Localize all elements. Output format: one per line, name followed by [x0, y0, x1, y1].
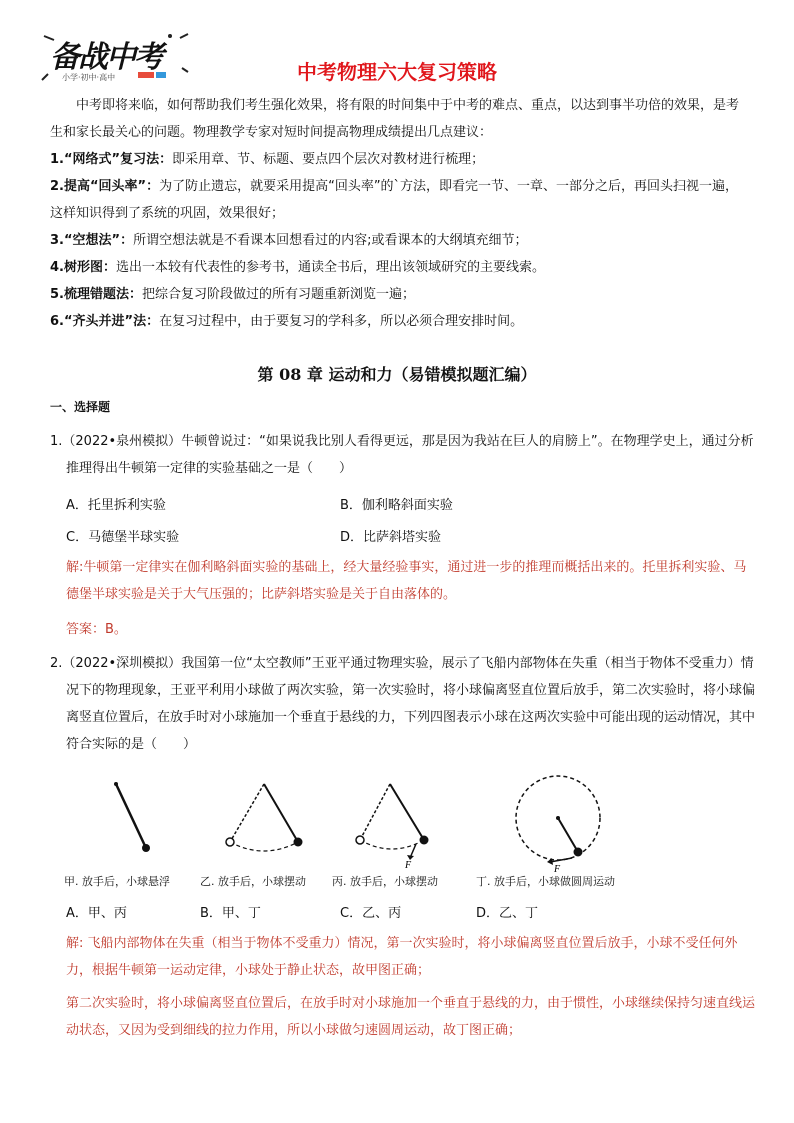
figure-yi — [226, 784, 303, 851]
section-title: 一、选择题 — [50, 400, 111, 414]
force-label: F — [554, 864, 561, 872]
strategy-item — [50, 281, 750, 308]
solution-1: 解:牛顿第一定律实在伽利略斜面实验的基础上，经大量经验事实，通过进一步的推理而概括出来的。托里拆利实验、马德堡半球实验是关于大气压强的；比萨斜塔实验是关于自由落体的。 — [66, 560, 747, 602]
strategy-text: 在复习过程中，由于要复习的学科多，所以必须合理安排时间。 — [159, 314, 524, 329]
question-1 — [50, 428, 756, 482]
strategy-text: 所谓空想法就是不看课本回想看过的内容;或看课本的大纲填充细节； — [133, 233, 528, 248]
strategy-label: 5.梳理错题法： — [50, 287, 142, 302]
q2-option-b: B．甲、丁 — [200, 906, 261, 921]
strategy-label: 6.“齐头并进”法： — [50, 314, 160, 329]
caption-ding: 丁. 放手后，小球做圆周运动 — [476, 875, 615, 888]
option-b: B．伽利略斜面实验 — [340, 498, 453, 513]
chapter-title: 第 08 章 运动和力（易错模拟题汇编） — [257, 365, 537, 384]
strategy-label: 3.“空想法”： — [50, 233, 134, 248]
strategy-item — [50, 308, 750, 335]
q2-option-a: A．甲、丙 — [66, 906, 127, 921]
figure-bing — [356, 784, 429, 871]
page-headline: 中考物理六大复习策略 — [297, 60, 497, 84]
option-c: C．马德堡半球实验 — [66, 530, 180, 545]
solution-2-part-2: 第二次实验时，将小球偏离竖直位置后，在放手时对小球施加一个垂直于悬线的力，由于惯性，小球继续保持匀速直线运动状态，又因为受到细线的拉力作用，所以小球做匀速圆周运动，故丁图正确； — [66, 996, 756, 1038]
intro-paragraph: 中考即将来临，如何帮助我们考生强化效果，将有限的时间集中于中考的难点、重点，以达到事半功倍的效果，是考生和家长最关心的问题。物理教学专家对短时间提高物理成绩提出几点建议： — [50, 98, 740, 140]
strategy-text: 即采用章、节、标题、要点四个层次对教材进行梳理； — [172, 152, 485, 167]
strategy-item — [50, 227, 750, 254]
force-label: F — [405, 860, 412, 871]
caption-yi: 乙. 放手后，小球摆动 — [200, 875, 306, 888]
answer-1: 答案：B。 — [66, 622, 127, 637]
option-d: D．比萨斜塔实验 — [340, 530, 442, 545]
figure-jia — [114, 782, 150, 852]
strategy-label: 2.提高“回头率”： — [50, 179, 160, 194]
strategy-item — [50, 146, 750, 173]
solution-2-part-1: 解: 飞船内部物体在失重（相当于物体不受重力）情况，第一次实验时，将小球偏离竖直位置后放手，小球不受任何外力，根据牛顿第一运动定律，小球处于静止状态，故甲图正确； — [66, 936, 738, 978]
strategy-text: 选出一本较有代表性的参考书，通读全书后，理出该领域研究的主要线索。 — [115, 260, 545, 275]
caption-bing: 丙. 放手后，小球摆动 — [332, 875, 438, 888]
pendulum-figures — [50, 772, 750, 872]
strategy-item — [50, 173, 750, 227]
question-2 — [50, 650, 756, 758]
question-stem: 2.（2022•深圳模拟）我国第一位“太空教师”王亚平通过物理实验，展示了飞船内部物体在失重（相当于物体不受重力）情况下的物理现象，王亚平利用小球做了两次实验，第一次实验时，将小球偏离竖直位置后放手，第二次实验时，将小球偏离竖直位置后，在放手时对小球施加一个垂直于悬线的力，下列四图表示小球在这两次实验中可能出现的运动情况，其中符合实际的是（ ） — [50, 656, 756, 752]
strategy-label: 1.“网络式”复习法： — [50, 152, 173, 167]
strategy-text: 为了防止遗忘，就要采用提高“回头率”的`方法，即看完一节、一章、一部分之后，再回头扫视一遍，这样知识得到了系统的巩固，效果很好； — [50, 179, 739, 221]
option-a: A．托里拆利实验 — [66, 498, 166, 513]
strategy-label: 4.树形图： — [50, 260, 116, 275]
logo-subtitle: 小学·初中·高中 — [62, 73, 116, 82]
figure-ding — [516, 776, 600, 872]
strategy-item — [50, 254, 750, 281]
strategy-text: 把综合复习阶段做过的所有习题重新浏览一遍； — [141, 287, 415, 302]
question-stem: 1.（2022•泉州模拟）牛顿曾说过：“如果说我比别人看得更远，那是因为我站在巨人的肩膀上”。在物理学史上，通过分析推理得出牛顿第一定律的实验基础之一是（ ） — [50, 434, 754, 476]
intro-block — [50, 92, 750, 335]
q2-option-d: D．乙、丁 — [476, 906, 539, 921]
q2-option-c: C．乙、丙 — [340, 906, 402, 921]
logo-text: 备战中考 — [50, 40, 162, 75]
caption-jia: 甲. 放手后，小球悬浮 — [64, 875, 170, 888]
